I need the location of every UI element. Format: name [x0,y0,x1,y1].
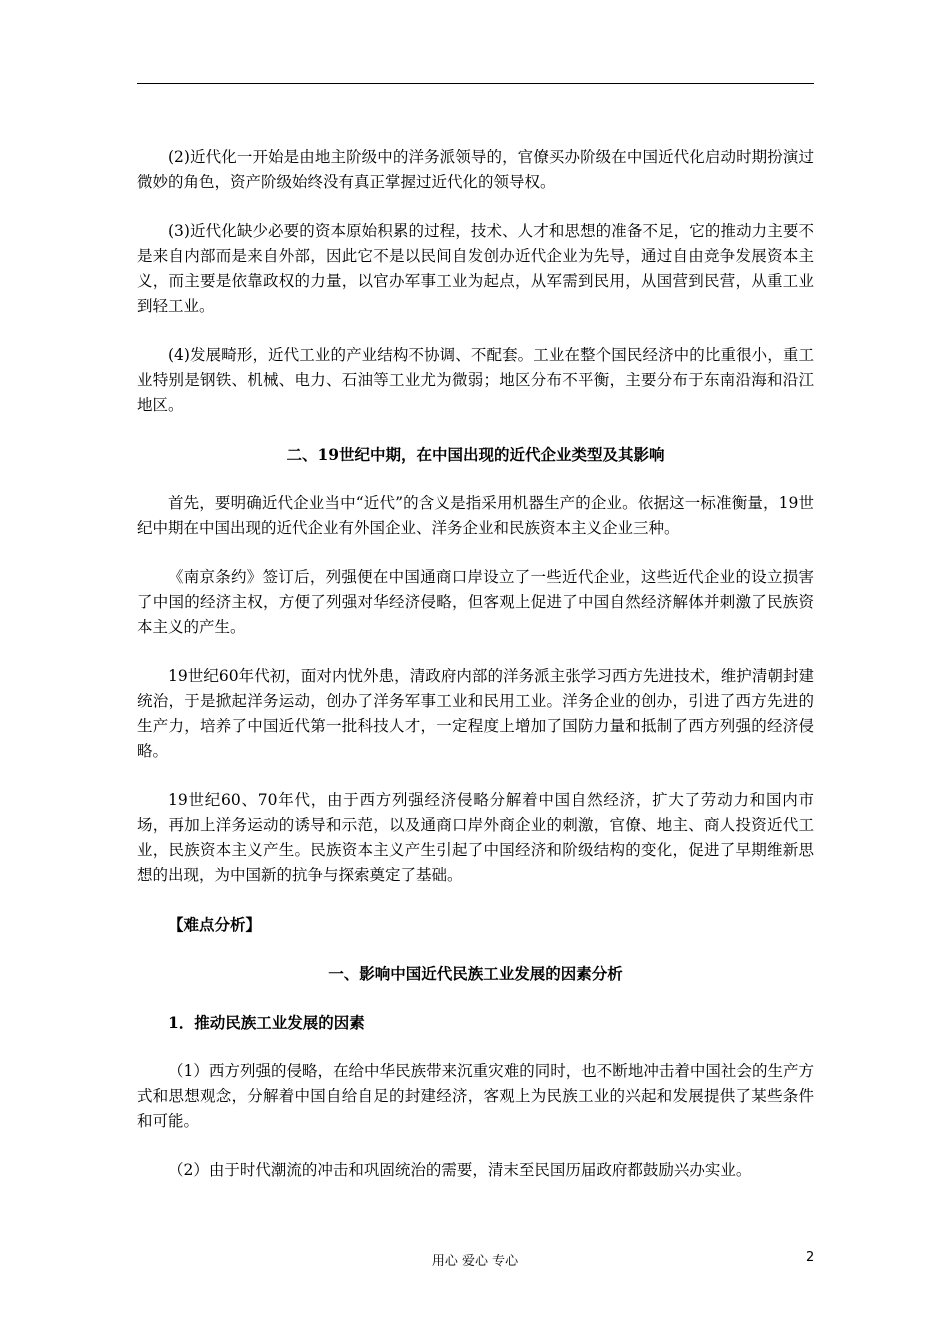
paragraph: 19世纪60、70年代，由于西方列强经济侵略分解着中国自然经济，扩大了劳动力和国内市场，再加上洋务运动的诱导和示范，以及通商口岸外商企业的刺激，官僚、地主、商人投资近代工业，民族资本主义产生。民族资本主义产生引起了中国经济和阶级结构的变化，促进了早期维新思想的出现，为中国新的抗争与探索奠定了基础。 [137,791,814,884]
paragraph: 首先，要明确近代企业当中“近代”的含义是指采用机器生产的企业。依据这一标准衡量，19世纪中期在中国出现的近代企业有外国企业、洋务企业和民族资本主义企业三种。 [137,494,814,537]
subsection-heading: 1．推动民族工业发展的因素 [168,1013,365,1032]
footer-text: 用心 爱心 专心 [431,1254,519,1269]
paragraph: (3)近代化缺少必要的资本原始积累的过程，技术、人才和思想的准备不足，它的推动力主要不是来自内部而是来自外部，因此它不是以民间自发创办近代企业为先导，通过自由竞争发展资本主义，而主要是依靠政权的力量，以官办军事工业为起点，从军需到民用，从国营到民营，从重工业到轻工业。 [137,222,814,315]
paragraph: 《南京条约》签订后，列强便在中国通商口岸设立了一些近代企业，这些近代企业的设立损害了中国的经济主权，方便了列强对华经济侵略，但客观上促进了中国自然经济解体并刺激了民族资本主义的产生。 [137,568,814,636]
document-body [137,145,814,1183]
section-heading: 一、影响中国近代民族工业发展的因素分析 [328,964,623,983]
page-number: 2 [806,1250,815,1265]
difficulty-label: 【难点分析】 [168,915,262,934]
paragraph: （1）西方列强的侵略，在给中华民族带来沉重灾难的同时，也不断地冲击着中国社会的生产方式和思想观念，分解着中国自给自足的封建经济，客观上为民族工业的兴起和发展提供了某些条件和可能。 [137,1062,814,1130]
paragraph: （2）由于时代潮流的冲击和巩固统治的需要，清末至民国历届政府都鼓励兴办实业。 [168,1161,752,1179]
section-heading: 二、19世纪中期，在中国出现的近代企业类型及其影响 [286,445,665,464]
paragraph: (2)近代化一开始是由地主阶级中的洋务派领导的，官僚买办阶级在中国近代化启动时期扮演过微妙的角色，资产阶级始终没有真正掌握过近代化的领导权。 [137,148,814,191]
paragraph: 19世纪60年代初，面对内忧外患，清政府内部的洋务派主张学习西方先进技术，维护清朝封建统治，于是掀起洋务运动，创办了洋务军事工业和民用工业。洋务企业的创办，引进了西方先进的生产力，培养了中国近代第一批科技人才，一定程度上增加了国防力量和抵制了西方列强的经济侵略。 [137,667,814,760]
header-rule [137,83,814,84]
paragraph: (4)发展畸形，近代工业的产业结构不协调、不配套。工业在整个国民经济中的比重很小，重工业特别是钢铁、机械、电力、石油等工业尤为微弱；地区分布不平衡，主要分布于东南沿海和沿江地区。 [137,346,814,414]
